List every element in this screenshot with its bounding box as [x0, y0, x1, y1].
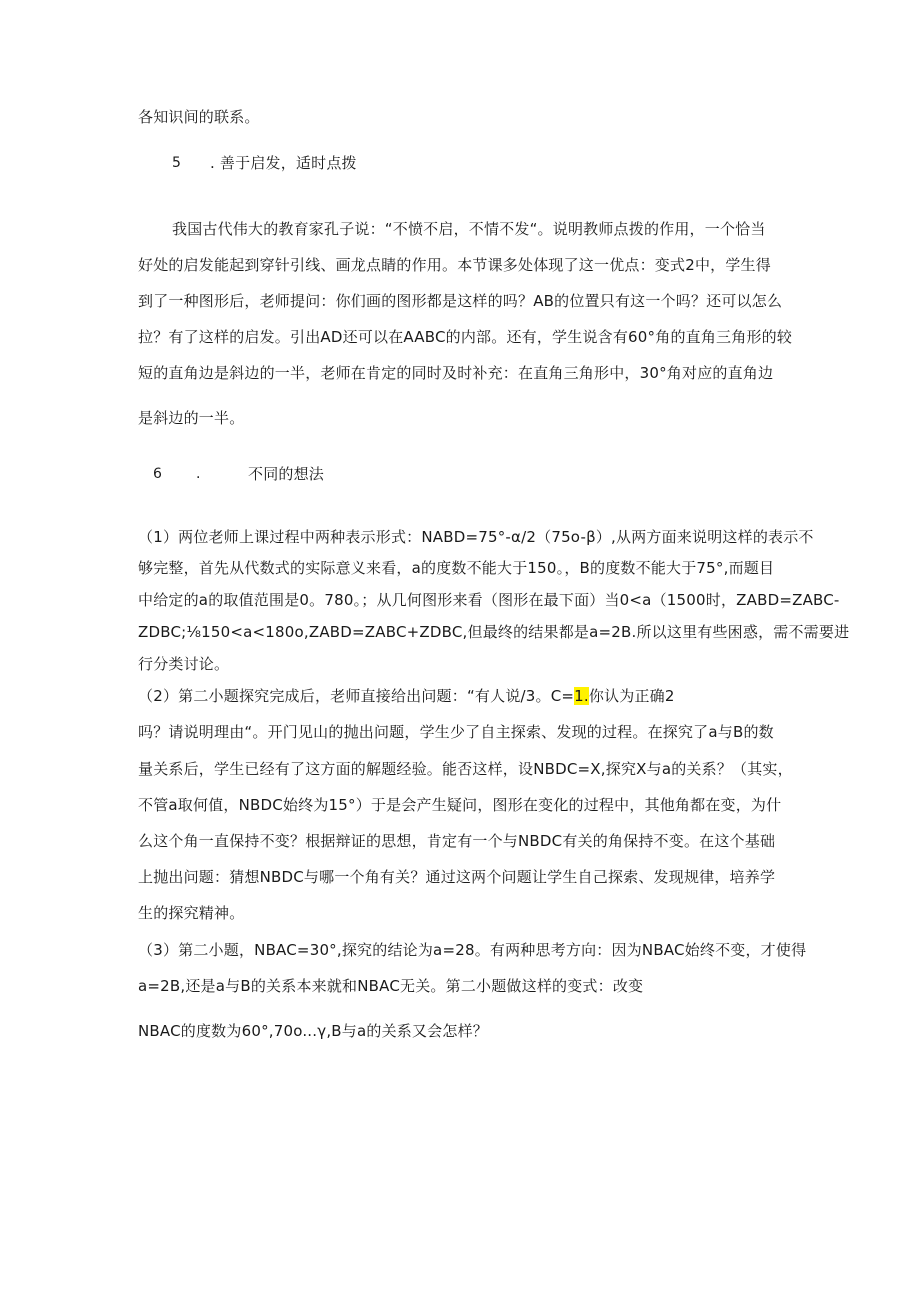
para1-line-2: 够完整，首先从代数式的实际意义来看，a的度数不能大于150。，B的度数不能大于75°,而题目	[138, 559, 775, 577]
para2-line-3: 量关系后，学生已经有了这方面的解题经验。能否这样，设NBDC=X,探究X与a的关系？（其实，	[138, 760, 793, 778]
section6-dot: .	[196, 466, 201, 482]
intro-tail-line: 各知识间的联系。	[138, 108, 260, 126]
para2-line-7: 生的探究精神。	[138, 904, 245, 922]
section5-number: 5	[172, 155, 181, 171]
section5-line-3: 到了一种图形后，老师提问：你们画的图形都是这样的吗？AB的位置只有这一个吗？还可以怎么	[138, 292, 783, 310]
section6-title: 不同的想法	[248, 465, 325, 483]
section5-line-1: 我国古代伟大的教育家孔子说：“不愤不启，不情不发“。说明教师点拨的作用，一个恰当	[172, 220, 766, 238]
para1-line-4: ZDBC;⅛150<a<180o,ZABD=ZABC+ZDBC,但最终的结果都是a=2B.所以这里有些困惑，需不需要进	[138, 623, 850, 641]
para2-line-2: 吗？请说明理由“。开门见山的抛出问题，学生少了自主探索、发现的过程。在探究了a与B的数	[138, 723, 774, 741]
section5-line-2: 好处的启发能起到穿针引线、画龙点睛的作用。本节课多处体现了这一优点：变式2中，学生得	[138, 256, 771, 274]
para1-line-5: 行分类讨论。	[138, 655, 230, 673]
para2-line-1-before: （2）第二小题探究完成后，老师直接给出问题：“有人说/3。C=	[138, 687, 575, 705]
para1-line-3: 中给定的a的取值范围是0。780。；从几何图形来看（图形在最下面）当0<a（1500时，ZABD=ZABC-	[138, 591, 840, 609]
section5-line-5: 短的直角边是斜边的一半，老师在肯定的同时及时补充：在直角三角形中，30°角对应的直角边	[138, 364, 774, 382]
section5-line-6: 是斜边的一半。	[138, 409, 245, 427]
para2-line-1	[138, 686, 675, 706]
section5-line-4: 拉？有了这样的启发。引出AD还可以在AABC的内部。还有，学生说含有60°角的直角三角形的较	[138, 328, 793, 346]
para2-line-1-after: 你认为正确2	[588, 687, 675, 705]
para3-line-3: NBAC的度数为60°,70o...γ,B与a的关系又会怎样？	[138, 1022, 488, 1040]
para2-line-4: 不管a取何值，NBDC始终为15°）于是会产生疑问，图形在变化的过程中，其他角都在变，为什	[138, 796, 782, 814]
para3-line-1: （3）第二小题，NBAC=30°,探究的结论为a=28。有两种思考方向：因为NBAC始终不变，才使得	[138, 941, 807, 959]
highlighted-text: 1.	[574, 687, 589, 705]
para1-line-1: （1）两位老师上课过程中两种表示形式：NABD=75°-α/2（75o-β）,从两方面来说明这样的表示不	[138, 528, 814, 546]
para3-line-2: a=2B,还是a与B的关系本来就和NBAC无关。第二小题做这样的变式：改变	[138, 977, 644, 995]
section6-number: 6	[153, 466, 162, 482]
section5-title: . 善于启发，适时点拨	[210, 154, 357, 172]
para2-line-5: 么这个角一直保持不变？根据辩证的思想，肯定有一个与NBDC有关的角保持不变。在这个基础	[138, 832, 776, 850]
para2-line-6: 上抛出问题：猜想NBDC与哪一个角有关？通过这两个问题让学生自己探索、发现规律，培养学	[138, 868, 776, 886]
